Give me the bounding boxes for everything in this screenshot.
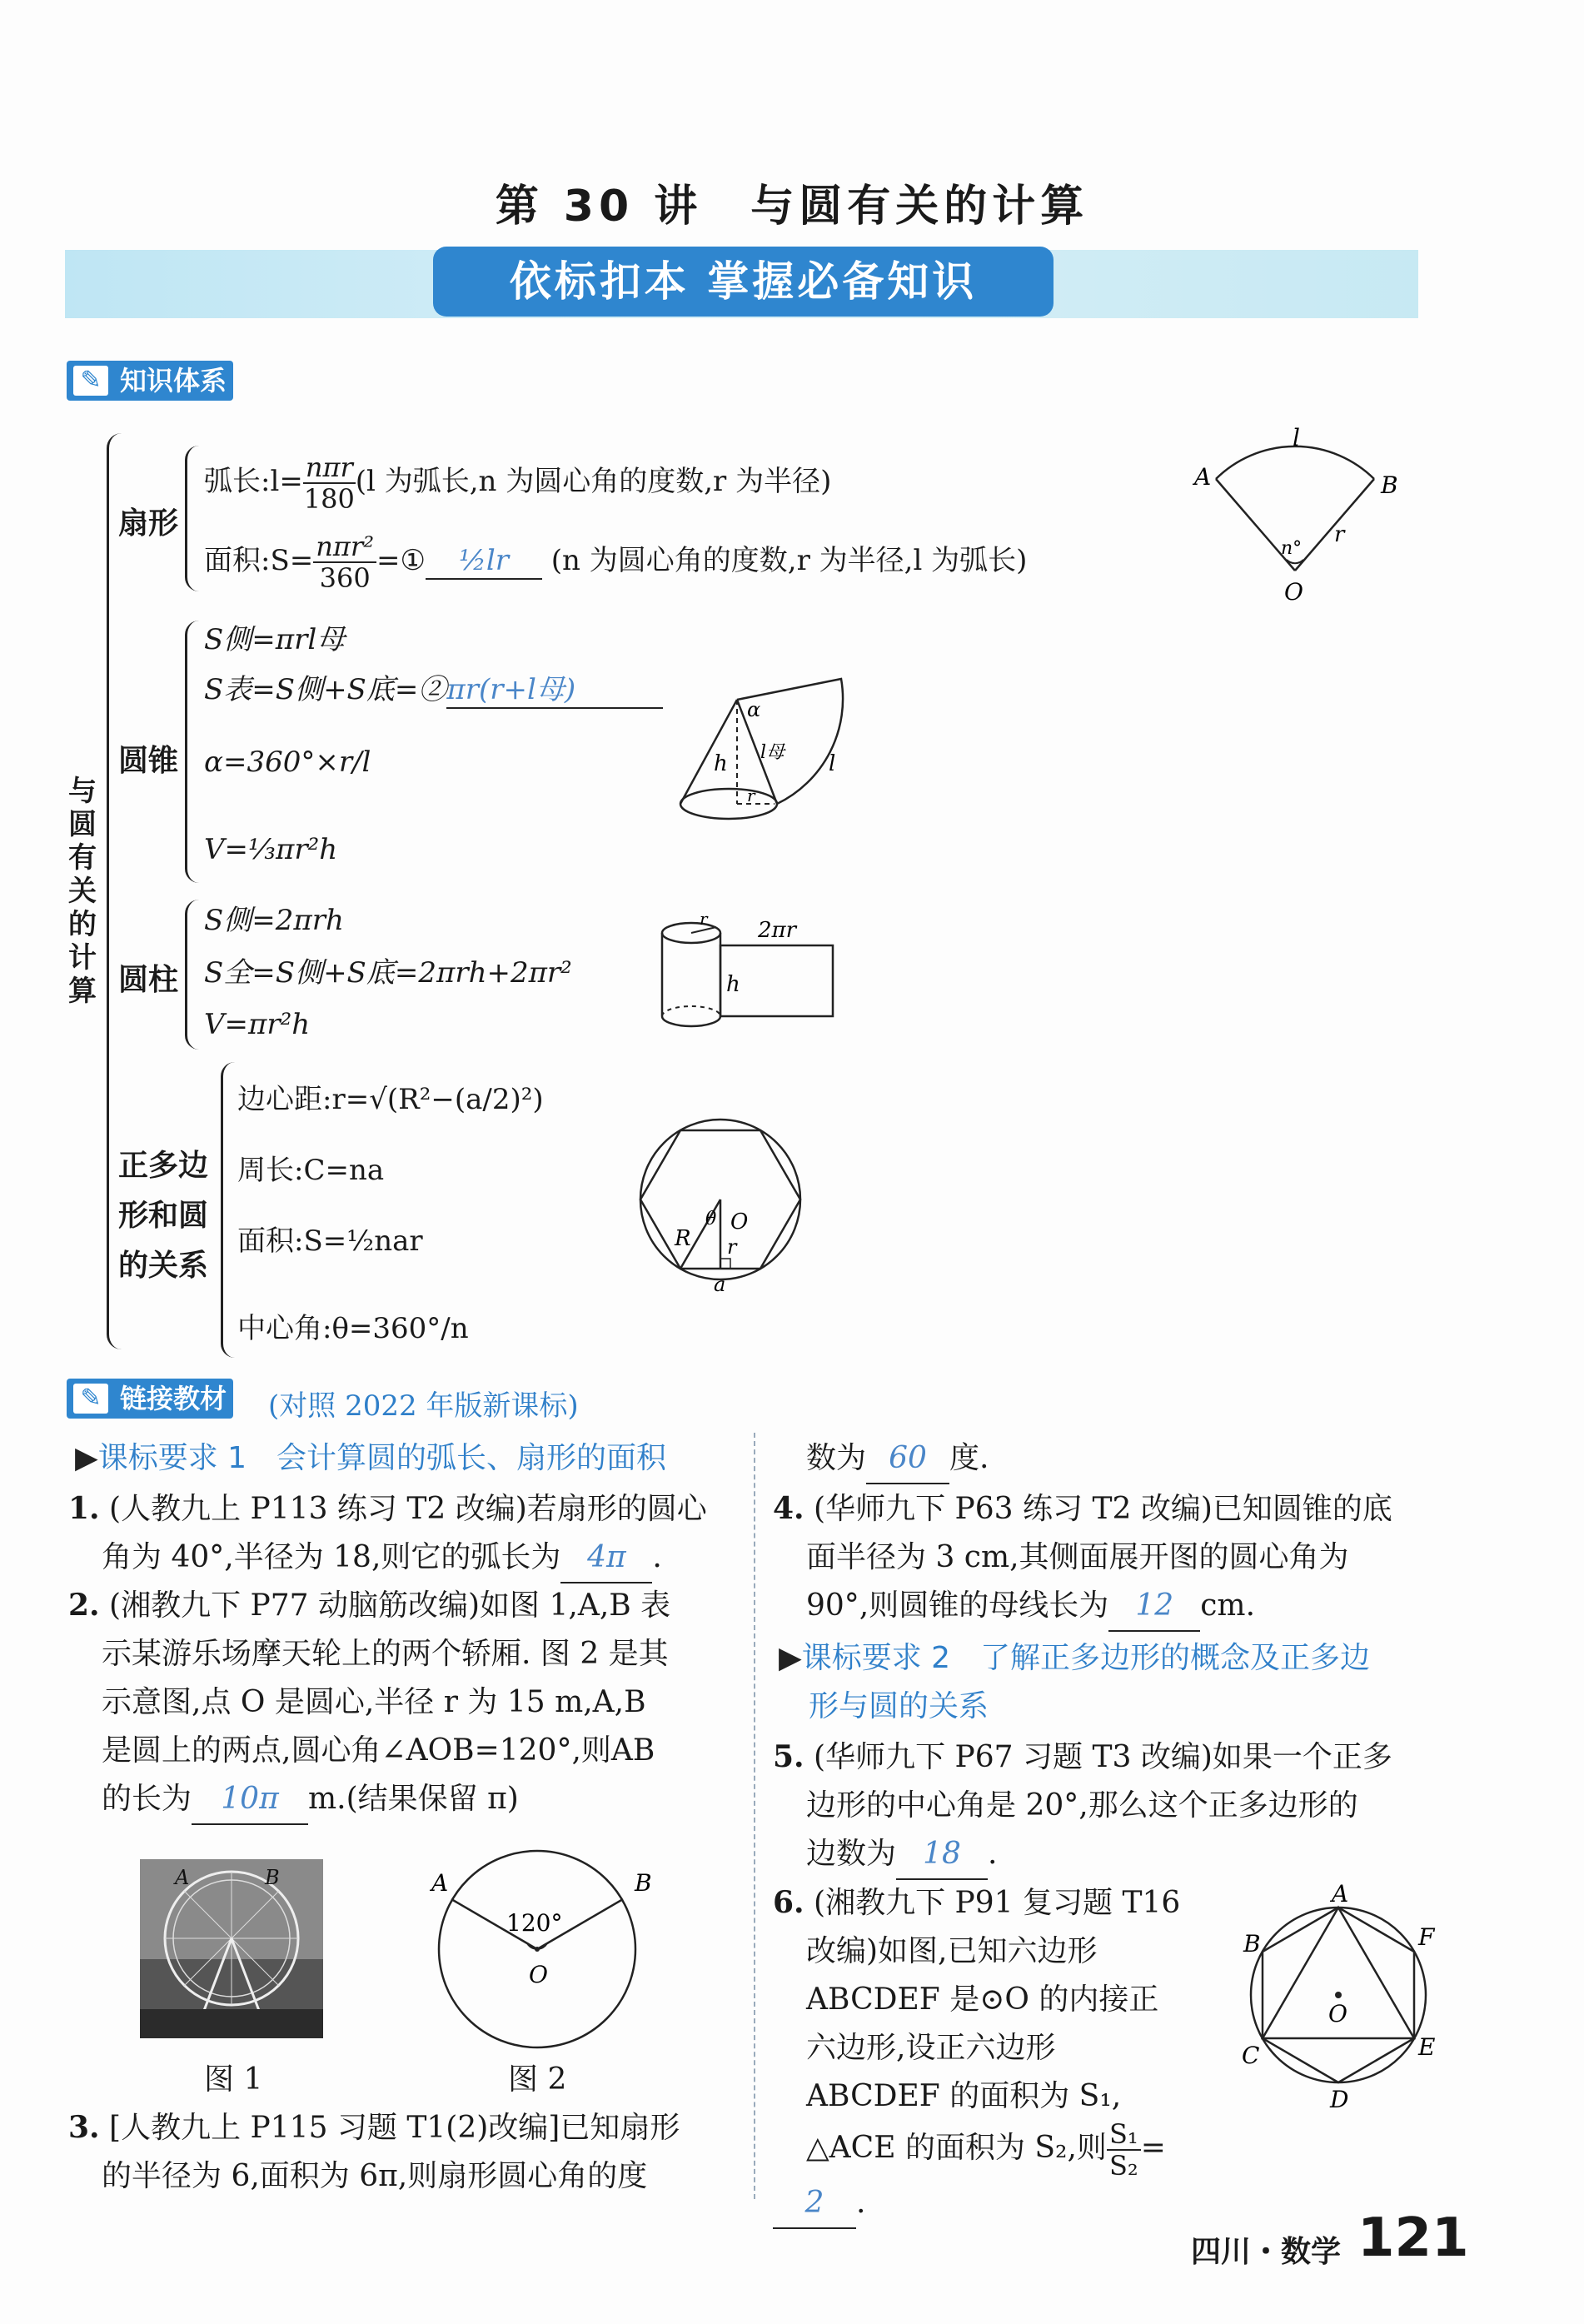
requirement-1: ▶课标要求 1 会计算圆的弧长、扇形的面积	[75, 1441, 667, 1475]
link-tag	[67, 1379, 233, 1419]
fig1-label-B: B	[265, 1866, 280, 1889]
link-subtitle: (对照 2022 年版新课标)	[268, 1389, 579, 1423]
footer-region: 四川・数学	[1191, 2235, 1342, 2269]
question-2: 2. (湘教九下 P77 动脑筋改编)如图 1,A,B 表 示某游乐场摩天轮上的两个轿厢. 图 2 是其 示意图,点 O 是圆心,半径 r 为 15 m,A,B 是圆上的两点,圆心角∠AOB=120°,则AB 的长为 10π m.(结果保留 π)	[68, 1581, 743, 1825]
cone-label-alpha: α	[747, 698, 761, 721]
answer-q6: 2	[773, 2179, 856, 2229]
polygon-brace	[221, 1062, 235, 1358]
question-3: 3. [人教九上 P115 习题 T1(2)改编]已知扇形 的半径为 6,面积为 6π,则扇形圆心角的度	[68, 2110, 680, 2193]
polygon-label-R: R	[675, 1226, 691, 1251]
question-6: 6. (湘教九下 P91 复习题 T16 改编)如图,已知六边形 ABCDEF 是⊙O 的内接正 六边形,设正六边形 ABCDEF 的面积为 S₁, △ACE 的面积为 S₂,则 $\frac{\text{S₁}}{\text{S₂}}$ =2 .	[773, 1878, 1206, 2229]
cone-formula-3: α=360°×r/l	[204, 746, 371, 779]
sector-brace	[185, 446, 199, 591]
figure-2-caption: 图 2	[508, 2062, 567, 2097]
section-banner: 依标扣本 掌握必备知识	[433, 247, 1054, 317]
cone-brace	[185, 621, 199, 883]
inscribed-hexagon-figure	[1228, 1878, 1449, 2112]
hex-label-O: O	[1328, 2000, 1347, 2027]
sector-label-O: O	[1284, 578, 1303, 606]
triangle-marker-icon: ▶	[75, 1441, 98, 1475]
hex-label-F: F	[1418, 1923, 1435, 1951]
cylinder-formula-1: S侧=2πrh	[204, 904, 344, 937]
answer-q3: 60	[866, 1434, 949, 1484]
sector-label-n: n°	[1281, 538, 1303, 559]
cone-label-lmu: l母	[760, 742, 785, 763]
figure-1-caption: 图 1	[204, 2062, 263, 2097]
sector-label-A: A	[1194, 463, 1212, 491]
cylinder-diagram	[658, 912, 841, 1033]
cone-label: 圆锥	[118, 744, 179, 778]
cone-formula-1: S侧=πrl母	[204, 623, 346, 656]
polygon-label-theta: θ	[705, 1209, 717, 1229]
cylinder-label-r: r	[700, 912, 708, 929]
polygon-formula-2: 周长:C=na	[237, 1154, 385, 1187]
pencil-note-icon: ✎	[73, 366, 108, 396]
fig2-label-B: B	[635, 1869, 652, 1897]
pencil-note-icon: ✎	[73, 1384, 108, 1414]
sector-label: 扇形	[118, 506, 179, 541]
sector-label-r: r	[1334, 522, 1345, 547]
ferris-wheel-photo	[140, 1859, 323, 2038]
fig2-label-A: A	[431, 1869, 449, 1897]
cone-formula-4: V=⅓πr²h	[204, 833, 338, 866]
cone-diagram	[670, 666, 862, 841]
knowledge-tag	[67, 361, 233, 401]
polygon-label-O: O	[730, 1209, 749, 1234]
fig2-label-angle: 120°	[506, 1909, 563, 1937]
sector-arc-formula: 弧长:l= $\frac{\text{nπr}}{180}$ (l 为弧长,n 为圆心角的度数,r 为半径)	[204, 451, 832, 515]
polygon-label-r: r	[727, 1235, 737, 1259]
page-number: 121	[1357, 2207, 1469, 2269]
cylinder-label-h: h	[726, 972, 740, 997]
sector-diagram	[1183, 416, 1399, 616]
sector-label-B: B	[1381, 471, 1398, 499]
side-label: 与圆有关的计算	[68, 775, 97, 1008]
hex-label-C: C	[1242, 2042, 1260, 2069]
answer-blank-1: ½lr	[426, 544, 542, 580]
cone-formula-2: S表=S侧+S底=②πr(r+l母)	[204, 673, 663, 709]
cylinder-formula-3: V=πr²h	[204, 1008, 311, 1041]
link-tag-label: 链接教材	[120, 1383, 227, 1414]
sector-area-formula: 面积:S= $\frac{\text{nπr²}}{360}$ =① ½lr (n 为圆心角的度数,r 为半径,l 为弧长)	[204, 531, 1028, 594]
polygon-formula-1: 边心距:r=√(R²−(a/2)²)	[237, 1083, 544, 1116]
answer-q1: 4π	[560, 1534, 652, 1583]
cylinder-brace	[185, 900, 199, 1050]
hex-label-D: D	[1330, 2086, 1349, 2112]
fig1-label-A: A	[175, 1866, 190, 1889]
question-4: 4. (华师九下 P63 练习 T2 改编)已知圆锥的底 面半径为 3 cm,其侧面展开图的圆心角为 90°,则圆锥的母线长为 12 cm.	[773, 1484, 1439, 1632]
cone-label-l: l	[829, 751, 836, 776]
question-5: 5. (华师九下 P67 习题 T3 改编)如果一个正多 边形的中心角是 20°,那么这个正多边形的 边数为 18 .	[773, 1733, 1439, 1880]
question-3-continued: 数为 60 度.	[806, 1434, 989, 1484]
column-divider	[754, 1433, 755, 2199]
cylinder-label-2pir: 2πr	[758, 918, 797, 943]
cylinder-label: 圆柱	[118, 963, 179, 997]
hex-label-A: A	[1332, 1880, 1349, 1908]
polygon-formula-4: 中心角:θ=360°/n	[237, 1312, 469, 1345]
knowledge-tag-label: 知识体系	[120, 365, 227, 396]
question-1: 1. (人教九上 P113 练习 T2 改编)若扇形的圆心 角为 40°,半径为 18,则它的弧长为 4π .	[68, 1484, 743, 1583]
answer-q5: 18	[896, 1830, 988, 1880]
polygon-diagram	[637, 1112, 804, 1295]
hex-label-E: E	[1418, 2033, 1436, 2061]
cone-label-r: r	[747, 785, 755, 805]
polygon-label: 正多边 形和圆 的关系	[118, 1149, 209, 1283]
triangle-marker-icon: ▶	[779, 1641, 802, 1675]
polygon-label-a: a	[714, 1273, 726, 1295]
sector-label-l: l	[1293, 424, 1300, 451]
cone-label-h: h	[714, 751, 728, 776]
polygon-formula-3: 面积:S=½nar	[237, 1224, 423, 1258]
hex-label-B: B	[1243, 1930, 1261, 1957]
circle-figure-2	[416, 1849, 666, 2049]
answer-q4: 12	[1108, 1582, 1200, 1632]
requirement-2: ▶课标要求 2 了解正多边形的概念及正多边 形与圆的关系	[779, 1641, 1371, 1723]
answer-blank-2: πr(r+l母)	[446, 673, 663, 709]
cylinder-formula-2: S全=S侧+S底=2πrh+2πr²	[204, 956, 572, 990]
page-title: 第 30 讲 与圆有关的计算	[495, 182, 1089, 232]
fig2-label-O: O	[529, 1961, 548, 1988]
answer-q2: 10π	[192, 1775, 308, 1825]
